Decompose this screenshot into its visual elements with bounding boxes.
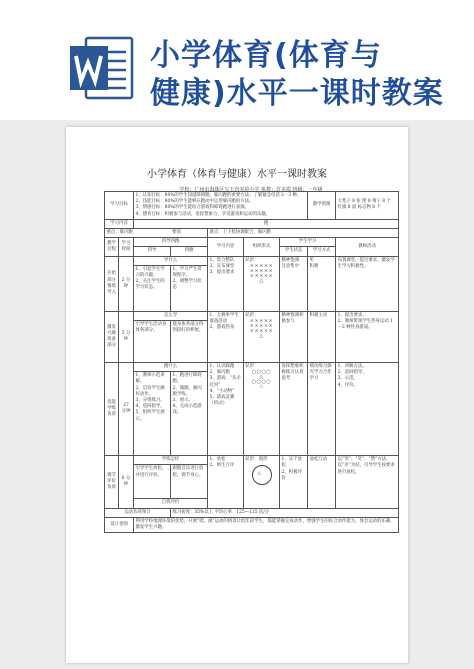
run-cell: 跟随音乐进行放松，调节身心。 — [171, 465, 208, 499]
col-stage: 教学过程 — [105, 238, 119, 256]
design-value: 利用学校地理环境的优势，开展“爬、滚”运动的情景让低年段学生，都能掌握完成动作，增强学生的综合动作能力，体会运动的乐趣，激发学生兴趣。 — [134, 517, 399, 532]
guide-cell: 引导学生放松，并进行评价。 — [134, 465, 171, 499]
lesson-plan-table — [104, 191, 399, 533]
col-student: 学生学习 — [280, 238, 336, 247]
stage-cell: 激发兴趣准备部分 — [105, 311, 119, 362]
form-text: 队形： — [245, 364, 259, 370]
col-form: 组织形式 — [244, 238, 280, 256]
document-title: 小学体育（体育与健康）水平一课时教案 — [147, 169, 327, 180]
table-row — [105, 363, 399, 372]
run-cell: 1、学习严生常规程序。 2、调整学习状态 — [171, 265, 208, 311]
guide-cell: 1、教师示范讲解。 2、启发学生做好动作。 3、分组练习。 4、巡回指导。 5、组织学生展示。 — [134, 372, 171, 456]
run-cell: 使身体各部分得到较好的伸展。 — [171, 321, 208, 363]
form-text: 队形：圆形 — [245, 457, 268, 463]
method-cell: 积极主动 — [308, 311, 336, 362]
design-row — [105, 517, 399, 532]
resources-value: 大垫子 8 张 摆 8 椅子 8 个 红旗 8 面 标志物 8 个 — [336, 192, 399, 220]
column-header-row-1 — [105, 238, 399, 247]
state-cell: 1、乐于放松 2、积极评价 — [280, 456, 308, 508]
key-point-tail: 要领 — [171, 229, 208, 238]
content-cell: 1、认识踩跑 2、躲闪跑 3、游戏：“头羊过河” 4、“小动物” 5、游戏竞赛（机动） — [208, 363, 244, 456]
banner-title-line-1: 小学体育(体育与 — [150, 38, 382, 73]
resources-label: 教学资源 — [308, 192, 336, 220]
link-title-cell: 跑什么 — [134, 363, 208, 372]
method-cell: 模仿练习探究学习合作学习 — [308, 363, 336, 456]
content-cell: 1、集合整队 2、宣布课堂 3、提出要求 — [208, 256, 244, 311]
form-cell — [244, 363, 280, 456]
lesson-plan-table-wrapper — [104, 191, 398, 533]
header-banner — [0, 0, 474, 120]
objectives-cell — [134, 192, 308, 220]
word-document-icon — [68, 32, 134, 104]
content-cell: 1、放松 2、师生互评 — [208, 456, 244, 508]
table-row — [105, 311, 399, 320]
method-cell: 听 积极 — [308, 256, 336, 311]
teacher-cell: 1、讲解方法。 2、巡回指导。 3、示范。 4、评价。 — [336, 363, 399, 456]
time-cell: 6 分钟 — [119, 456, 134, 508]
objectives-label: 学习目标 — [105, 192, 134, 220]
link-title-cell: 学练怎样 — [134, 456, 208, 465]
load-value: 练习密度：35%以上 平均心率：125—135 次/分 — [171, 508, 399, 517]
content-cell: 1、太极拳学生准备活动 2、游戏热身 — [208, 311, 244, 362]
objective-item: 2、技能目标：80%的学生能够在跑动中运用躲闪跑的方法。 — [135, 199, 254, 205]
formation-diagram: ××××× ××××× ××××× △ — [249, 262, 274, 284]
form-cell — [244, 256, 280, 311]
banner-title-line-2: 健康)水平一课时教案 — [150, 76, 444, 111]
teacher-cell: 1、提出要求。 2、教师带领学生热身运动 1－2 种热身游戏。 — [336, 311, 399, 362]
teacher-cell: 布置课堂，提出要求，激发学生学习积极性。 — [336, 256, 399, 311]
guide-cell: 1、引起学生学习的兴趣。 2、关注学生的学习状态。 — [134, 265, 171, 311]
col-four-guide: 四导 — [134, 247, 171, 256]
link-title-cell: 导什么 — [134, 256, 208, 265]
state-cell: 精神饱满积极参与 — [280, 311, 308, 362]
form-cell — [244, 311, 280, 362]
difficulty: 难点：上下肢协调配合，躲闪跑 — [208, 229, 399, 238]
school-info-line: 学校：广州市海珠区宝玉直实验小学 执教：许美霞 班级：一年级 — [179, 187, 323, 193]
table-row — [105, 256, 399, 265]
stage-cell: 调节评价负荷 — [105, 456, 119, 508]
objective-item: 1、认知目标：80%的学生知道障碍跑、躲闪跑的重要方法；了解紧急电话 2－3 种。 — [135, 193, 302, 198]
form-text: 队形： — [245, 257, 259, 263]
run-cell: 1、跑进行障碍跑。 2、做跑、躲闪跑学练。 3、展示。 4、完成示范游戏。 — [171, 372, 208, 456]
content-value: 跑 — [134, 219, 399, 228]
table-row — [105, 456, 399, 465]
formation-diagram: ××××× ××××× ××××× △ — [249, 318, 274, 340]
key-points-row — [105, 229, 399, 238]
self-evaluation-cell: 自我评价 — [134, 499, 208, 508]
time-cell: 2 分钟 — [119, 256, 134, 311]
load-row — [105, 508, 399, 517]
circle-formation-diagram: △ — [252, 465, 272, 485]
form-cell — [244, 456, 280, 508]
state-cell: 精神饱满 注意集中 — [280, 256, 308, 311]
objective-item: 4、德育目标：积极参与活动，发挥想象力，享受游戏和运动的乐趣。 — [135, 211, 271, 217]
formation-diagram: ○○○○ △ ○○○○ ☆ — [251, 369, 272, 391]
col-student-state: 学生状态 — [280, 247, 308, 256]
col-time: 学习时间 — [119, 238, 134, 256]
link-title-cell: 怎么导 — [134, 311, 208, 320]
state-cell: 发挥想象积极练习认真思考 — [280, 363, 308, 456]
method-cell: 放松互动 — [308, 456, 336, 508]
load-label: 运动负荷预计 — [105, 508, 171, 517]
document-page — [66, 127, 408, 663]
stage-cell: 开始部分情境导入 — [105, 256, 119, 311]
col-teacher: 教师活动 — [336, 238, 399, 256]
key-point: 重点：躲闪跑 — [105, 229, 171, 238]
design-label: 设计意图 — [105, 517, 134, 532]
objective-item: 3、情感目标：80%的学生能结合游戏和障碍跑进行表演。 — [135, 205, 250, 211]
content-row — [105, 219, 399, 228]
stage-cell: 技能学练负荷 — [105, 363, 119, 456]
time-cell: 5 分钟 — [119, 311, 134, 362]
col-content: 学习内容 — [208, 238, 244, 256]
time-cell: 27 分钟 — [119, 363, 134, 456]
col-four-run: 四跑 — [171, 247, 208, 256]
content-label: 学习内容 — [105, 219, 134, 228]
teacher-cell: 以“哭”、“笑”、“赞”方法，以“评”为结，引导学生按要求进行放松。 — [336, 456, 399, 508]
objectives-row — [105, 192, 399, 220]
col-four-links: 四导四跑 — [134, 238, 208, 247]
guide-cell: 引导学生活动身体各部分。 — [134, 321, 171, 363]
col-student-method: 学习方式 — [308, 247, 336, 256]
form-text: 队形： — [245, 312, 259, 318]
